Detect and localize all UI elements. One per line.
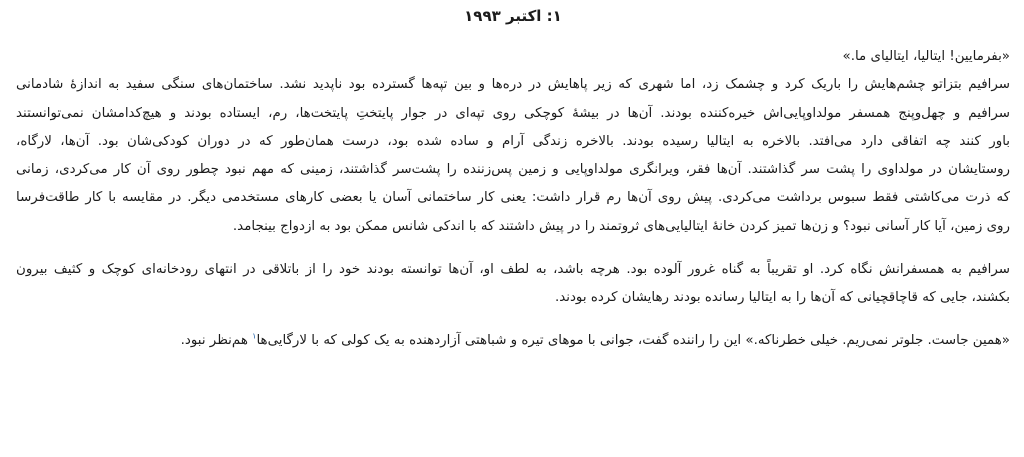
- paragraph-line: روستایشان در مولداوی را پشت سر گذاشتند. آن‌ها فقر، ویرانگری مولداوپایی و زمین پس‌زننده را پشت‌سر گذاشتند، زمینی که مهم نبود چطور روی آن کار می‌کردی، زمانی: [16, 162, 1010, 178]
- paragraph-line: سرافیم به همسفرانش نگاه کرد. او تقریباً به گناه غرور آلوده بود. هرچه باشد، به لطف او، آن‌ها توانسته بودند خود را از باتلاقی در انتهای رودخانه‌ای کوچک و کثیف بیرون: [16, 262, 1010, 278]
- dialogue-text-end: هم‌نظر نبود.: [180, 332, 253, 348]
- paragraph-line: که ذرت می‌کاشتی فقط سبوس برداشت می‌کردی. پیش روی آن‌ها رم قرار داشت: یعنی کار ساختمانی آسان یا بعضی کارهای مستخدمی دیگر. در مقایسه با کار طاقت‌فرسا: [16, 190, 1010, 206]
- paragraph-line: باور کنند چه اتفاقی دارد می‌افتد. بالاخره به ایتالیا رسیده بودند. بالاخره زندگی آرام و ساده شده بود، درست همان‌طور که در دوران کودکی‌شان بود. آن‌ها، لارگاه،: [16, 133, 1010, 149]
- paragraph-line: سرافیم و چهل‌وپنج همسفر مولداوپایی‌اش خیره‌کننده بودند. آن‌ها در بیشهٔ کوچکی روی تپه‌ای در جوار پایتختِ پایتخت‌ها، رم، ایستاده بودند و هیچ‌کدامشان نمی‌توانستند: [16, 105, 1010, 121]
- paragraph-3: [16, 256, 1010, 313]
- paragraph-line: [16, 327, 1010, 355]
- dialogue-text: «همین جاست. جلوتر نمی‌ریم. خیلی خطرناکه.» این را راننده گفت، جوانی با موهای تیره و شباهتی آزاردهنده به یک کولی که با لارگایی‌ها: [256, 332, 1010, 348]
- paragraph-line: روی زمین، آیا کار آسانی نبود؟ و زن‌ها تمیز کردن خانهٔ ایتالیایی‌های ثروتمند را در پیش داشتند که با اندکی شانس ممکن بود به ازدواج بینجامد.: [232, 218, 1010, 234]
- chapter-title: ۱: اکتبر ۱۹۹۳: [464, 7, 562, 25]
- paragraph-line: سرافیم بتزاتو چشم‌هایش را باریک کرد و چشمک زد، اما شهری که زیر پاهایش در دره‌ها و بین تپه‌ها گسترده بود ناپدید نشد. ساختمان‌های سنگی سفید به اندازهٔ شادمانی: [16, 77, 1010, 93]
- paragraph-4: [16, 327, 1010, 355]
- paragraph-1: [16, 43, 1010, 71]
- footnote-marker[interactable]: ۱: [252, 331, 257, 341]
- paragraph-line: «بفرمایین! ایتالیا، ایتالیای ما.»: [842, 49, 1010, 64]
- paragraph-line: بکشند، جایی که قاچاقچیانی که آن‌ها را به ایتالیا رسانده بودند رهایشان کرده بودند.: [554, 290, 1010, 306]
- paragraph-2: [16, 71, 1010, 241]
